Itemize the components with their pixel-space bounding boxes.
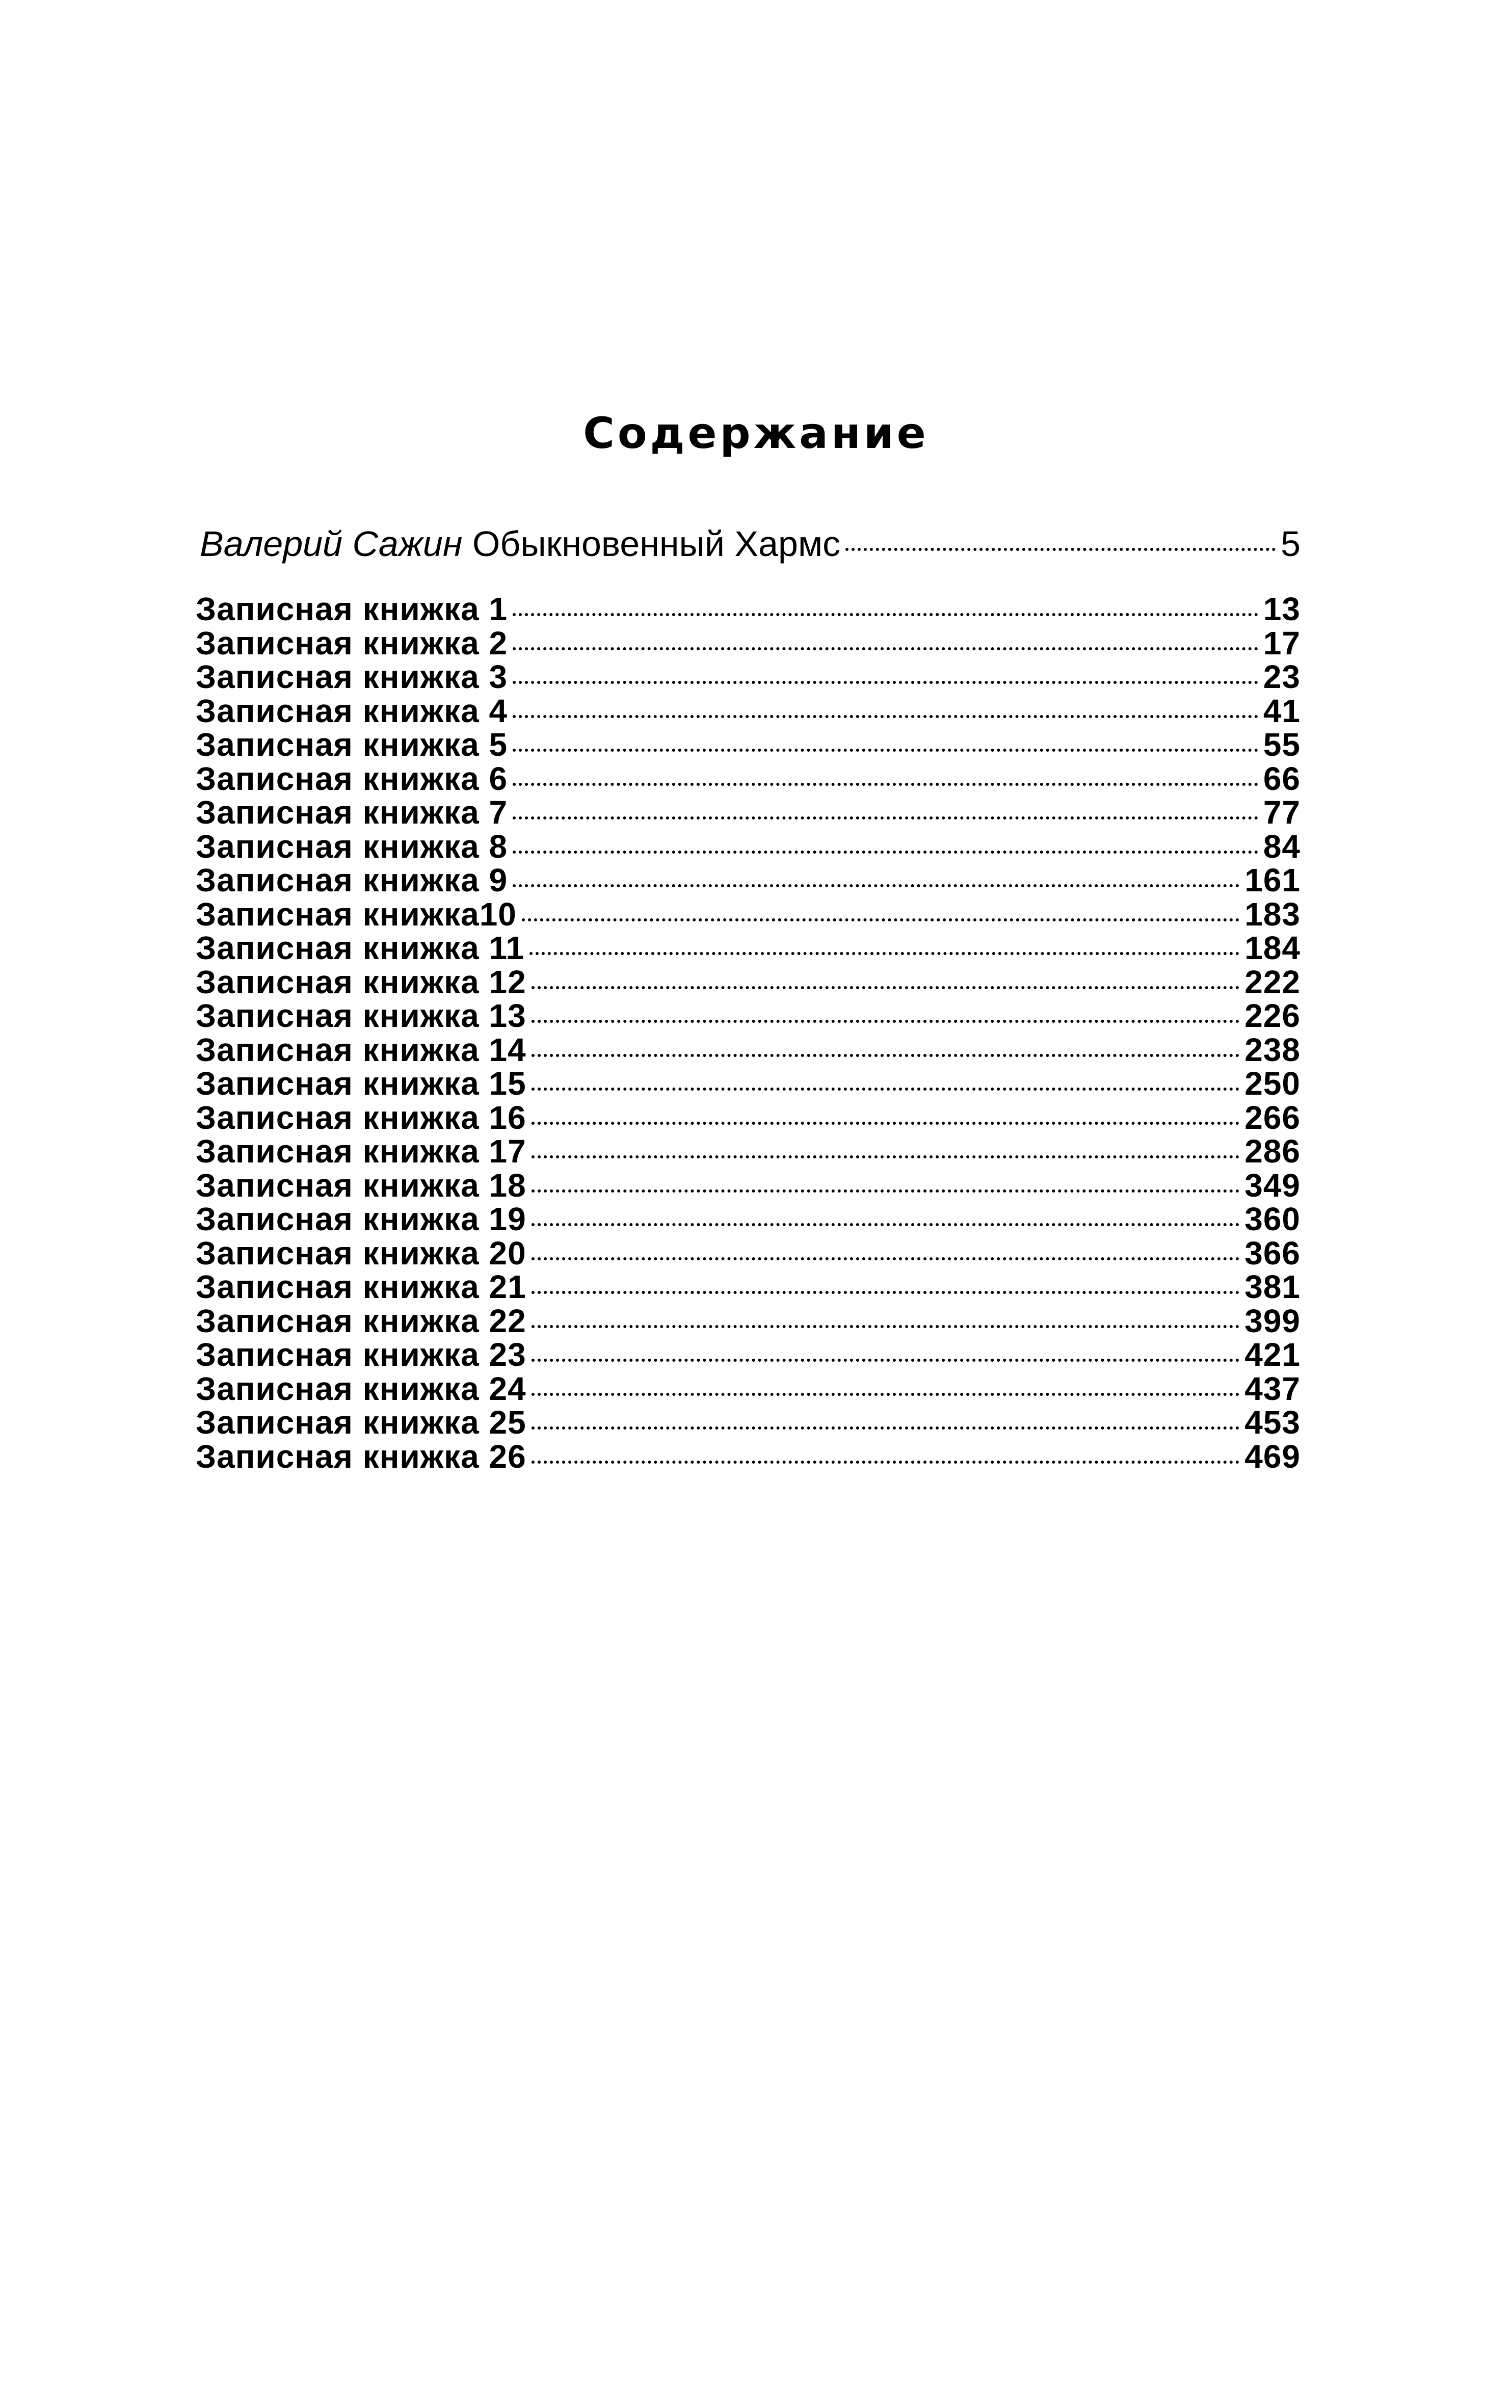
dot-leader — [532, 1223, 1240, 1226]
toc-entry — [196, 1169, 1301, 1203]
page-number: 286 — [1244, 1133, 1301, 1170]
page-number: 453 — [1244, 1404, 1301, 1441]
toc-entry-intro — [200, 521, 1301, 567]
entry-label: Записная книжка 21 — [196, 1268, 526, 1305]
toc-entry — [196, 830, 1301, 864]
toc-entry — [196, 1304, 1301, 1338]
toc-entry — [196, 796, 1301, 830]
toc-entry — [196, 1202, 1301, 1236]
toc-entry — [196, 728, 1301, 762]
toc-entry — [196, 863, 1301, 897]
dot-leader — [513, 783, 1258, 786]
entry-label: Записная книжка 19 — [196, 1201, 526, 1237]
entry-label: Записная книжка 9 — [196, 862, 508, 898]
entry-label: Записная книжка 23 — [196, 1336, 526, 1373]
page-number: 349 — [1244, 1167, 1301, 1204]
toc-entry — [196, 1406, 1301, 1440]
dot-leader — [513, 816, 1258, 819]
toc-entry — [196, 1033, 1301, 1067]
entry-label: Записная книжка 26 — [196, 1438, 526, 1475]
page-number: 366 — [1244, 1234, 1301, 1272]
toc-entry — [196, 694, 1301, 728]
entry-label: Записная книжка10 — [196, 895, 517, 933]
toc-entry — [196, 1338, 1301, 1372]
page-number: 266 — [1244, 1099, 1301, 1136]
page-number: 184 — [1244, 930, 1301, 966]
dot-leader — [532, 1461, 1240, 1464]
dot-leader — [522, 918, 1239, 921]
dot-leader — [532, 1054, 1240, 1057]
entry-label: Записная книжка 7 — [196, 794, 508, 831]
page-number: 469 — [1244, 1438, 1301, 1475]
intro-title — [462, 521, 840, 567]
dot-leader — [532, 1325, 1240, 1328]
dot-leader — [513, 613, 1258, 616]
page-number: 41 — [1263, 692, 1301, 729]
page-number: 360 — [1244, 1201, 1301, 1237]
page-number: 222 — [1244, 963, 1301, 1000]
toc-entry — [196, 931, 1301, 965]
dot-leader — [513, 884, 1239, 887]
page-number: 84 — [1263, 828, 1301, 865]
entry-label: Записная книжка 15 — [196, 1065, 526, 1102]
entry-label: Записная книжка 25 — [196, 1404, 526, 1441]
entry-label: Записная книжка 3 — [196, 658, 508, 695]
page-number: 399 — [1244, 1302, 1301, 1339]
page-number: 17 — [1263, 624, 1301, 661]
intro-author: Валерий Сажин — [200, 524, 463, 564]
dot-leader — [532, 986, 1240, 989]
entry-label: Записная книжка 8 — [196, 828, 508, 865]
dot-leader — [532, 1088, 1240, 1091]
dot-leader — [529, 952, 1239, 955]
dot-leader — [513, 715, 1258, 718]
entry-label: Записная книжка 5 — [196, 726, 508, 763]
toc-entry — [196, 1101, 1301, 1135]
toc-entry — [196, 1440, 1301, 1474]
toc-entry — [196, 660, 1301, 694]
entry-label: Записная книжка 22 — [196, 1302, 526, 1339]
page-number: 161 — [1244, 862, 1301, 898]
entry-label: Записная книжка 17 — [196, 1133, 526, 1170]
page-number: 250 — [1244, 1065, 1301, 1102]
toc-entry — [196, 1236, 1301, 1271]
entry-label: Записная книжка 11 — [196, 930, 525, 966]
entry-label: Записная книжка 24 — [196, 1370, 526, 1407]
intro-title-text: Обыкновенный Хармс — [472, 524, 841, 564]
page-number: 226 — [1244, 997, 1301, 1034]
dot-leader — [532, 1393, 1240, 1396]
entry-label: Записная книжка 13 — [196, 997, 526, 1034]
toc-entry — [196, 999, 1301, 1033]
entry-label: Записная книжка 4 — [196, 692, 508, 729]
entry-label: Записная книжка 18 — [196, 1167, 526, 1204]
entry-label: Записная книжка 6 — [196, 760, 508, 797]
entry-label: Записная книжка 12 — [196, 963, 526, 1000]
toc-entry-list — [196, 592, 1301, 1473]
dot-leader — [532, 1020, 1240, 1023]
page-number: 238 — [1244, 1031, 1301, 1068]
dot-leader — [513, 851, 1258, 854]
dot-leader — [532, 1257, 1240, 1260]
page-number: 421 — [1244, 1336, 1301, 1373]
dot-leader — [532, 1155, 1240, 1158]
dot-leader — [845, 548, 1276, 551]
dot-leader — [532, 1291, 1240, 1294]
page-number: 5 — [1281, 524, 1301, 564]
dot-leader — [513, 681, 1258, 684]
entry-label: Записная книжка 16 — [196, 1099, 526, 1136]
page-title: Содержание — [583, 408, 929, 458]
page-number: 66 — [1263, 760, 1301, 797]
entry-label: Записная книжка 14 — [196, 1031, 526, 1068]
toc-entry — [196, 1270, 1301, 1304]
dot-leader — [532, 1426, 1240, 1430]
dot-leader — [532, 1122, 1240, 1125]
page-number: 23 — [1263, 658, 1301, 695]
page-number: 183 — [1244, 895, 1301, 933]
toc-entry — [196, 762, 1301, 796]
entry-label: Записная книжка 1 — [196, 591, 508, 627]
dot-leader — [532, 1359, 1240, 1362]
toc-entry — [196, 1372, 1301, 1406]
toc-entry — [196, 626, 1301, 660]
toc-entry — [196, 897, 1301, 932]
entry-label: Записная книжка 2 — [196, 624, 508, 661]
page-number: 381 — [1244, 1268, 1301, 1305]
page-number: 437 — [1244, 1370, 1301, 1407]
toc-entry — [196, 1067, 1301, 1101]
dot-leader — [532, 1189, 1240, 1193]
toc-entry — [196, 965, 1301, 999]
page-number: 13 — [1263, 591, 1301, 627]
toc-entry — [196, 1134, 1301, 1169]
entry-label: Записная книжка 20 — [196, 1234, 526, 1272]
dot-leader — [513, 749, 1258, 752]
dot-leader — [513, 647, 1258, 650]
page-number: 77 — [1263, 794, 1301, 831]
page-number: 55 — [1263, 726, 1301, 763]
toc-entry — [196, 592, 1301, 626]
